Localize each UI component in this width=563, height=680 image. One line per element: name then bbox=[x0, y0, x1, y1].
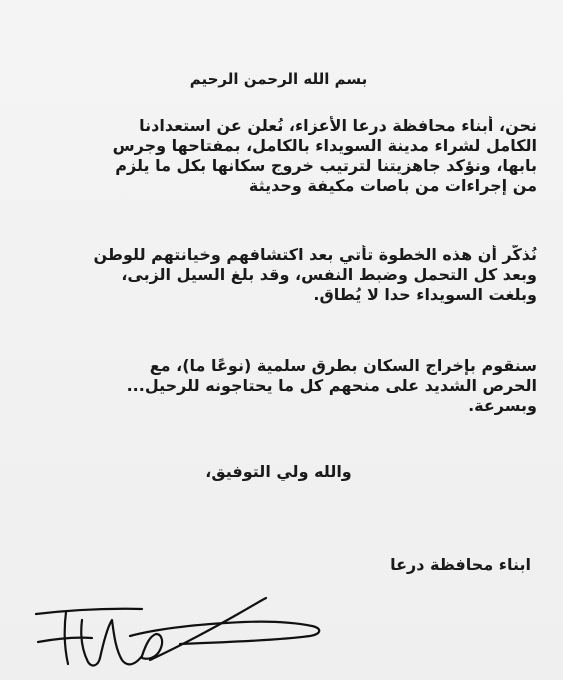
paragraph-line: الكامل لشراء مدينة السويداء بالكامل، بمفتاحها وجرس bbox=[112, 136, 537, 155]
paragraph-announcement bbox=[20, 116, 537, 196]
paragraph-line: الحرص الشديد على منحهم كل ما يحتاجونه للرحيل... bbox=[126, 376, 537, 395]
paragraph-line: وبعد كل التحمل وضبط النفس، وقد بلغ السيل الزبى، bbox=[121, 265, 537, 284]
closing-line: والله ولي التوفيق، bbox=[205, 462, 352, 481]
paragraph-line: وبسرعة. bbox=[468, 396, 537, 415]
signature-stroke bbox=[36, 609, 142, 614]
paragraph-line: سنقوم بإخراج السكان بطرق سلمية (نوعًا ما)، مع bbox=[149, 356, 537, 375]
paragraph-line: من إجراءات من باصات مكيفة وحديثة bbox=[248, 176, 537, 195]
paragraph-line: وبلغت السويداء حدا لا يُطاق. bbox=[313, 285, 537, 304]
handwritten-signature bbox=[30, 580, 330, 675]
paragraph-reminder bbox=[20, 245, 537, 305]
paragraph-line: نحن، أبناء محافظة درعا الأعزاء، نُعلن عن استعدادنا bbox=[139, 116, 537, 135]
paragraph-plan bbox=[20, 356, 537, 416]
signature-stroke bbox=[81, 620, 100, 665]
paragraph-line: نُذكّر أن هذه الخطوة تأتي بعد اكتشافهم وخيانتهم للوطن bbox=[93, 245, 537, 264]
paragraph-line: بابها، ونؤكد جاهزيتنا لترتيب خروج سكانها بكل ما يلزم bbox=[115, 156, 537, 175]
signature-stroke bbox=[100, 620, 142, 664]
signature-stroke bbox=[130, 622, 319, 644]
signer-name: ابناء محافظة درعا bbox=[390, 555, 531, 574]
basmala-heading: بسم الله الرحمن الرحيم bbox=[189, 70, 368, 88]
